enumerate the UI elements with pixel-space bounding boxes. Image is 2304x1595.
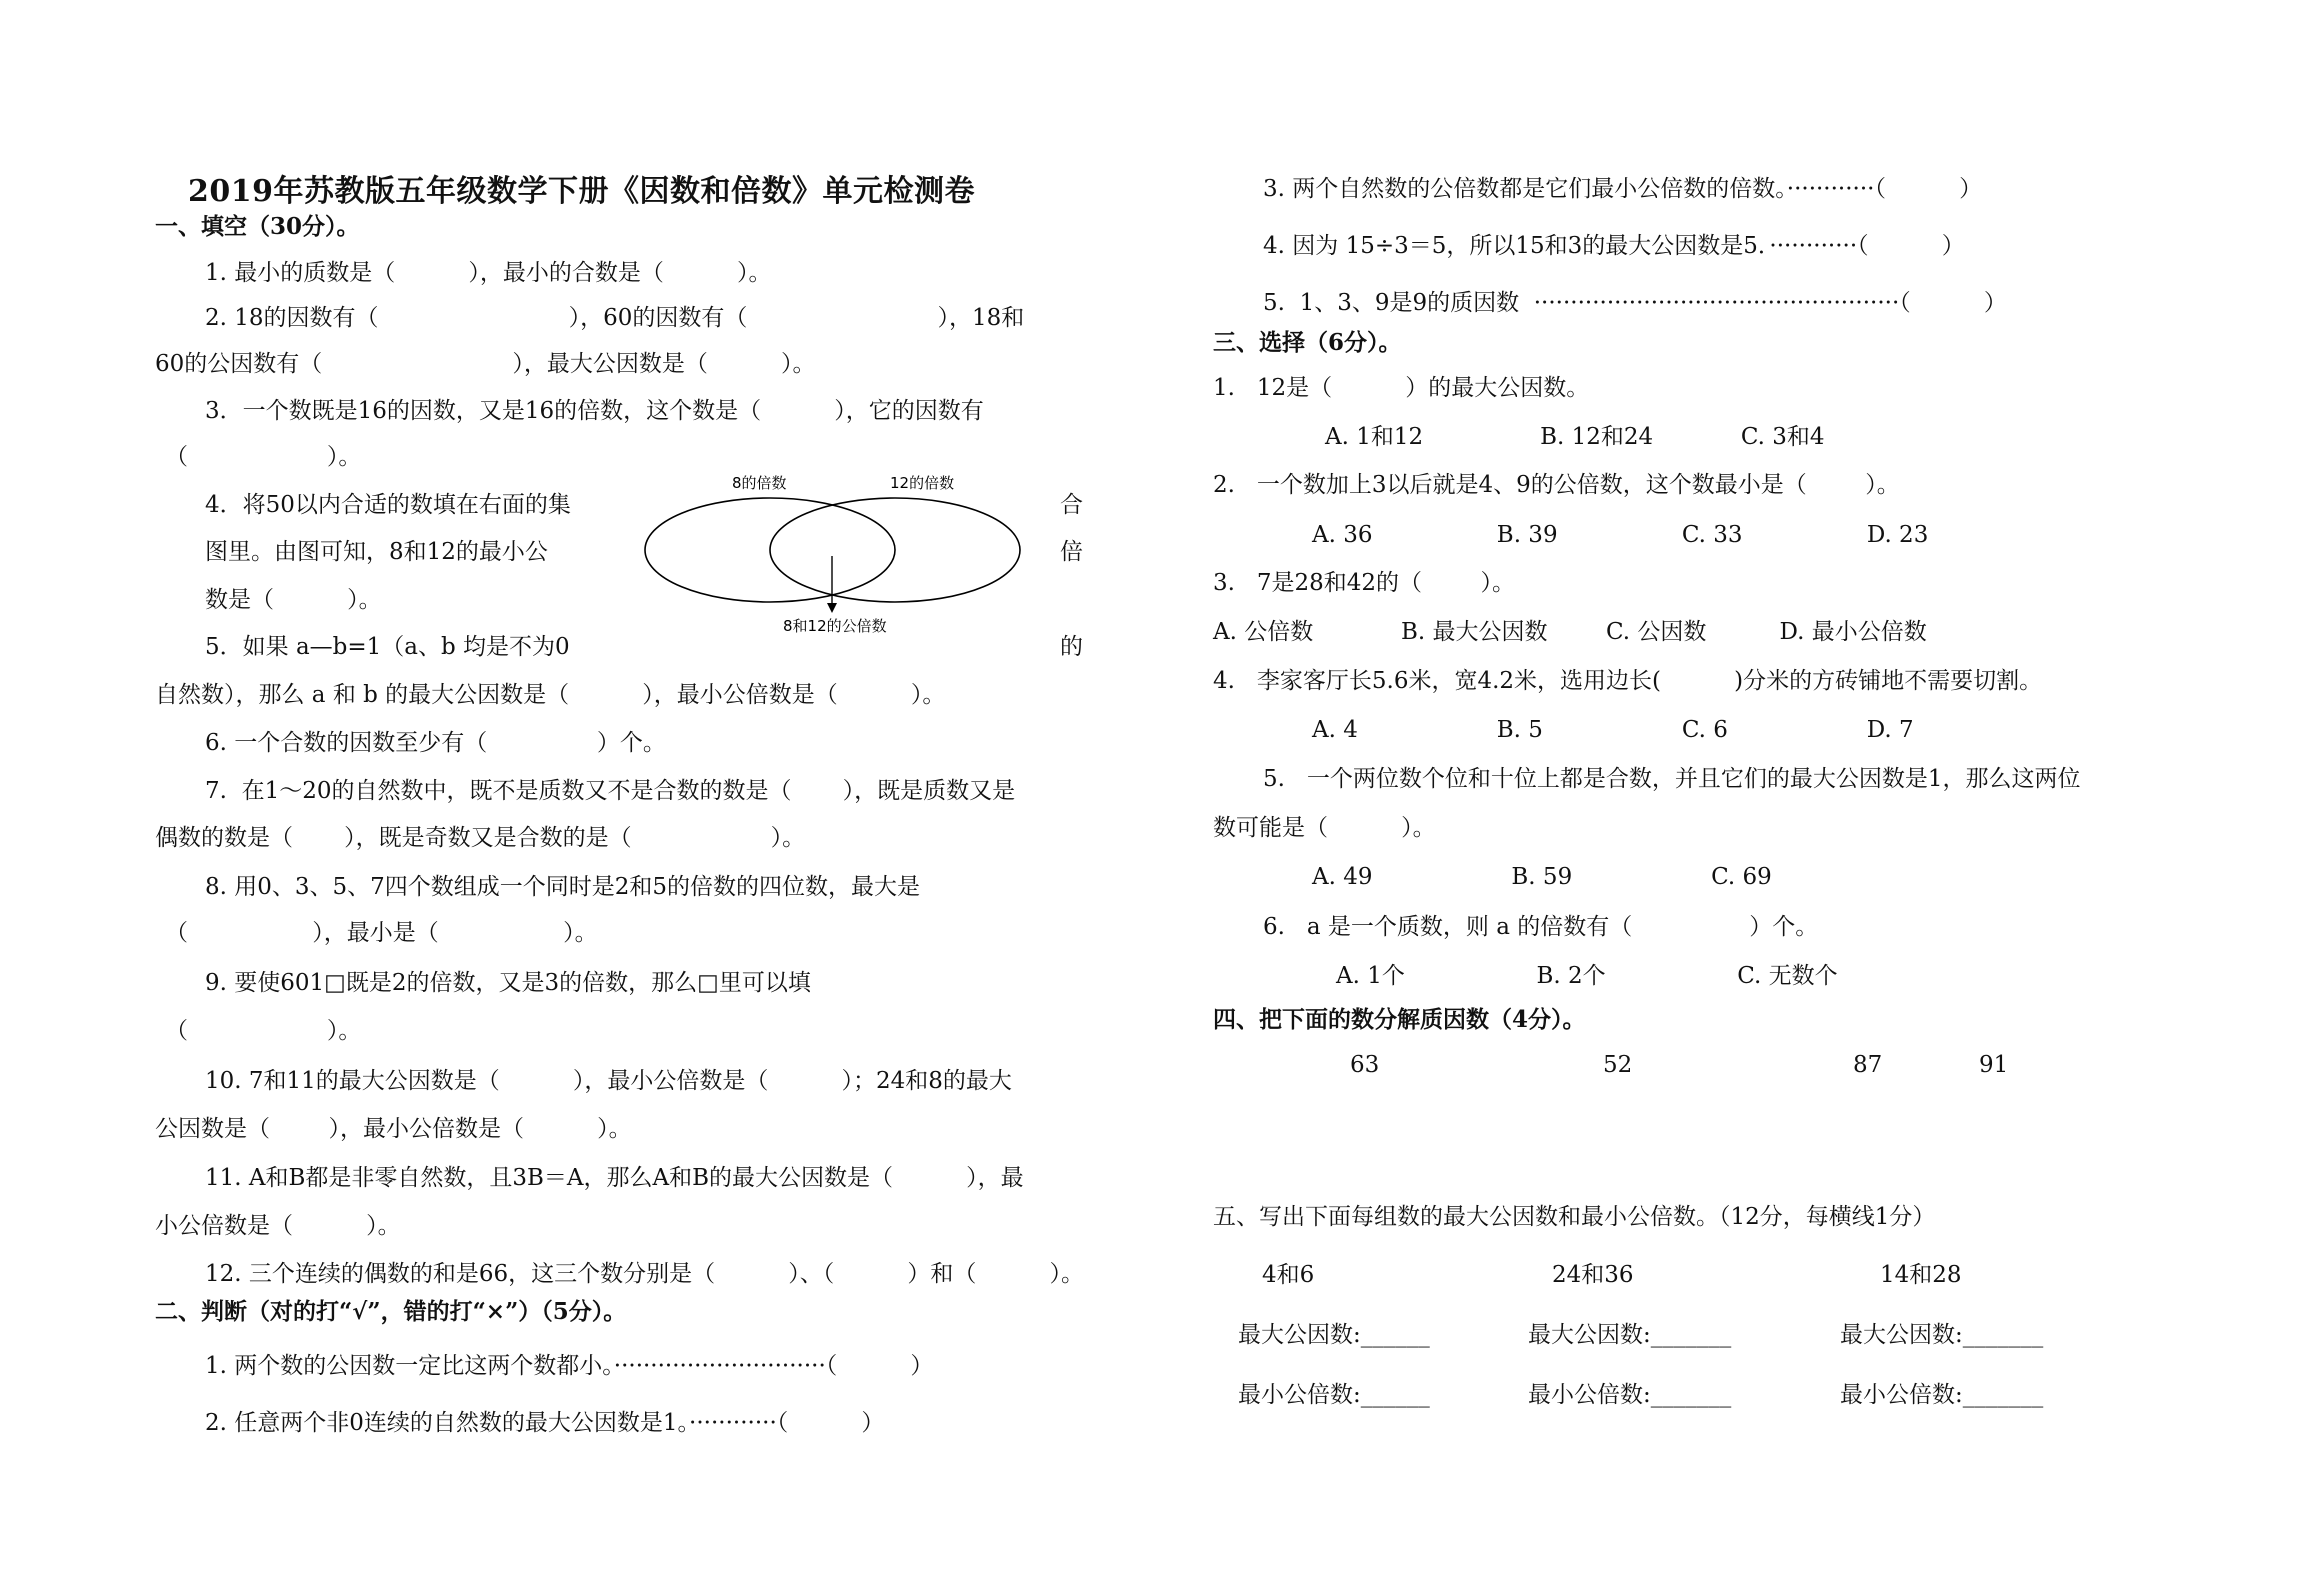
question-1-4-right-2: 倍 xyxy=(1060,539,1083,565)
venn-label-bottom: 8和12的公倍数 xyxy=(783,617,887,635)
section-2-heading: 二、判断（对的打“√”，错的打“×”）（5分）。 xyxy=(155,1298,627,1325)
question-1-11b: 小公倍数是（ ）。 xyxy=(155,1213,401,1239)
question-1-2a: 2. 18的因数有（ ），60的因数有（ ），18和 xyxy=(205,305,1025,331)
question-1-4a: 4．将50以内合适的数填在右面的集 xyxy=(205,492,571,518)
factor-number-4: 91 xyxy=(1979,1052,2009,1078)
judge-4: 4. 因为 15÷3＝5，所以15和3的最大公因数是5．············（ ） xyxy=(1263,233,1965,259)
choice-1: 1. 12是（ ）的最大公因数。 xyxy=(1213,375,1590,401)
group-1-label: 4和6 xyxy=(1262,1262,1315,1288)
factor-number-2: 52 xyxy=(1603,1052,1633,1078)
choice-5a: 5. 一个两位数个位和十位上都是合数，并且它们的最大公因数是1，那么这两位 xyxy=(1263,766,2081,792)
group-2-label: 24和36 xyxy=(1552,1262,1634,1288)
question-1-3b: （ ）。 xyxy=(165,444,362,470)
section-5-heading: 五、写出下面每组数的最大公因数和最小公倍数。（12分，每横线1分） xyxy=(1213,1204,1936,1230)
question-1-8a: 8. 用0、3、5、7四个数组成一个同时是2和5的倍数的四位数，最大是 xyxy=(205,874,921,900)
venn-label-left: 8的倍数 xyxy=(732,474,787,492)
question-1-1: 1. 最小的质数是（ ），最小的合数是（ ）。 xyxy=(205,260,772,286)
choice-6-options: A. 1个 B. 2个 C. 无数个 xyxy=(1336,963,1838,989)
judge-1: 1. 两个数的公因数一定比这两个数都小。·····························（ ） xyxy=(205,1353,934,1379)
question-1-5a: 5．如果 a—b=1（a、b 均是不为0 xyxy=(205,634,570,660)
question-1-4-right-1: 合 xyxy=(1060,492,1083,518)
gcf-blank-2: 最大公因数:_______ xyxy=(1528,1322,1732,1348)
question-1-5b: 自然数），那么 a 和 b 的最大公因数是（ ），最小公倍数是（ ）。 xyxy=(155,682,946,708)
question-1-2b: 60的公因数有（ ），最大公因数是（ ）。 xyxy=(155,351,816,377)
lcm-blank-3: 最小公倍数:_______ xyxy=(1840,1382,2044,1408)
choice-6: 6. a 是一个质数，则 a 的倍数有（ ）个。 xyxy=(1263,914,1819,940)
venn-pointer-arrow xyxy=(827,603,837,613)
choice-1-options: A. 1和12 B. 12和24 C. 3和4 xyxy=(1325,424,1825,450)
question-1-11a: 11. A和B都是非零自然数，且3B＝A，那么A和B的最大公因数是（ ），最 xyxy=(205,1165,1024,1191)
question-1-9a: 9. 要使601□既是2的倍数，又是3的倍数，那么□里可以填 xyxy=(205,970,811,996)
venn-diagram xyxy=(640,470,1040,645)
question-1-6: 6. 一个合数的因数至少有（ ）个。 xyxy=(205,730,666,756)
question-1-7b: 偶数的数是（ ），既是奇数又是合数的是（ ）。 xyxy=(155,825,806,851)
choice-3: 3. 7是28和42的（ ）。 xyxy=(1213,570,1516,596)
question-1-5-right: 的 xyxy=(1060,634,1083,660)
question-1-9b: （ ）。 xyxy=(165,1018,362,1044)
judge-5: 5. 1、3、9是9的质因数 ··················································（ ） xyxy=(1263,290,2007,316)
question-1-12: 12. 三个连续的偶数的和是66，这三个数分别是（ ）、（ ）和（ ）。 xyxy=(205,1261,1084,1287)
section-4-heading: 四、把下面的数分解质因数（4分）。 xyxy=(1213,1006,1586,1033)
choice-4-options: A. 4 B. 5 C. 6 D. 7 xyxy=(1312,717,1914,743)
section-1-heading: 一、填空（30分）。 xyxy=(155,213,360,240)
factor-number-1: 63 xyxy=(1350,1052,1380,1078)
factor-number-3: 87 xyxy=(1853,1052,1883,1078)
lcm-blank-1: 最小公倍数:______ xyxy=(1238,1382,1430,1408)
choice-2-options: A. 36 B. 39 C. 33 D. 23 xyxy=(1312,522,1929,548)
question-1-10b: 公因数是（ ），最小公倍数是（ ）。 xyxy=(155,1116,632,1142)
choice-5-options: A. 49 B. 59 C. 69 xyxy=(1312,864,1772,890)
choice-4: 4. 李家客厅长5.6米，宽4.2米，选用边长( )分米的方砖铺地不需要切割。 xyxy=(1213,668,2043,694)
question-1-7a: 7. 在1～20的自然数中，既不是质数又不是合数的数是（ ），既是质数又是 xyxy=(205,778,1016,804)
judge-3: 3. 两个自然数的公倍数都是它们最小公倍数的倍数。············（ ） xyxy=(1263,176,1983,202)
choice-3-options: A. 公倍数 B. 最大公因数 C. 公因数 D. 最小公倍数 xyxy=(1213,619,1927,645)
choice-2: 2. 一个数加上3以后就是4、9的公倍数，这个数最小是（ ）。 xyxy=(1213,472,1900,498)
question-1-3a: 3．一个数既是16的因数，又是16的倍数，这个数是（ ），它的因数有 xyxy=(205,398,984,424)
question-1-4c: 数是（ ）。 xyxy=(205,587,382,613)
judge-2: 2. 任意两个非0连续的自然数的最大公因数是1。············（ ） xyxy=(205,1410,885,1436)
gcf-blank-1: 最大公因数:______ xyxy=(1238,1322,1430,1348)
question-1-8b: （ ），最小是（ ）。 xyxy=(165,920,598,946)
choice-5b: 数可能是（ ）。 xyxy=(1213,815,1436,841)
question-1-10a: 10. 7和11的最大公因数是（ ），最小公倍数是（ ）；24和8的最大 xyxy=(205,1068,1012,1094)
gcf-blank-3: 最大公因数:_______ xyxy=(1840,1322,2044,1348)
section-3-heading: 三、选择（6分）。 xyxy=(1213,329,1402,356)
question-1-4b: 图里。由图可知，8和12的最小公 xyxy=(205,539,548,565)
page-title: 2019年苏教版五年级数学下册《因数和倍数》单元检测卷 xyxy=(188,174,975,209)
venn-label-right: 12的倍数 xyxy=(890,474,955,492)
group-3-label: 14和28 xyxy=(1880,1262,1962,1288)
lcm-blank-2: 最小公倍数:_______ xyxy=(1528,1382,1732,1408)
